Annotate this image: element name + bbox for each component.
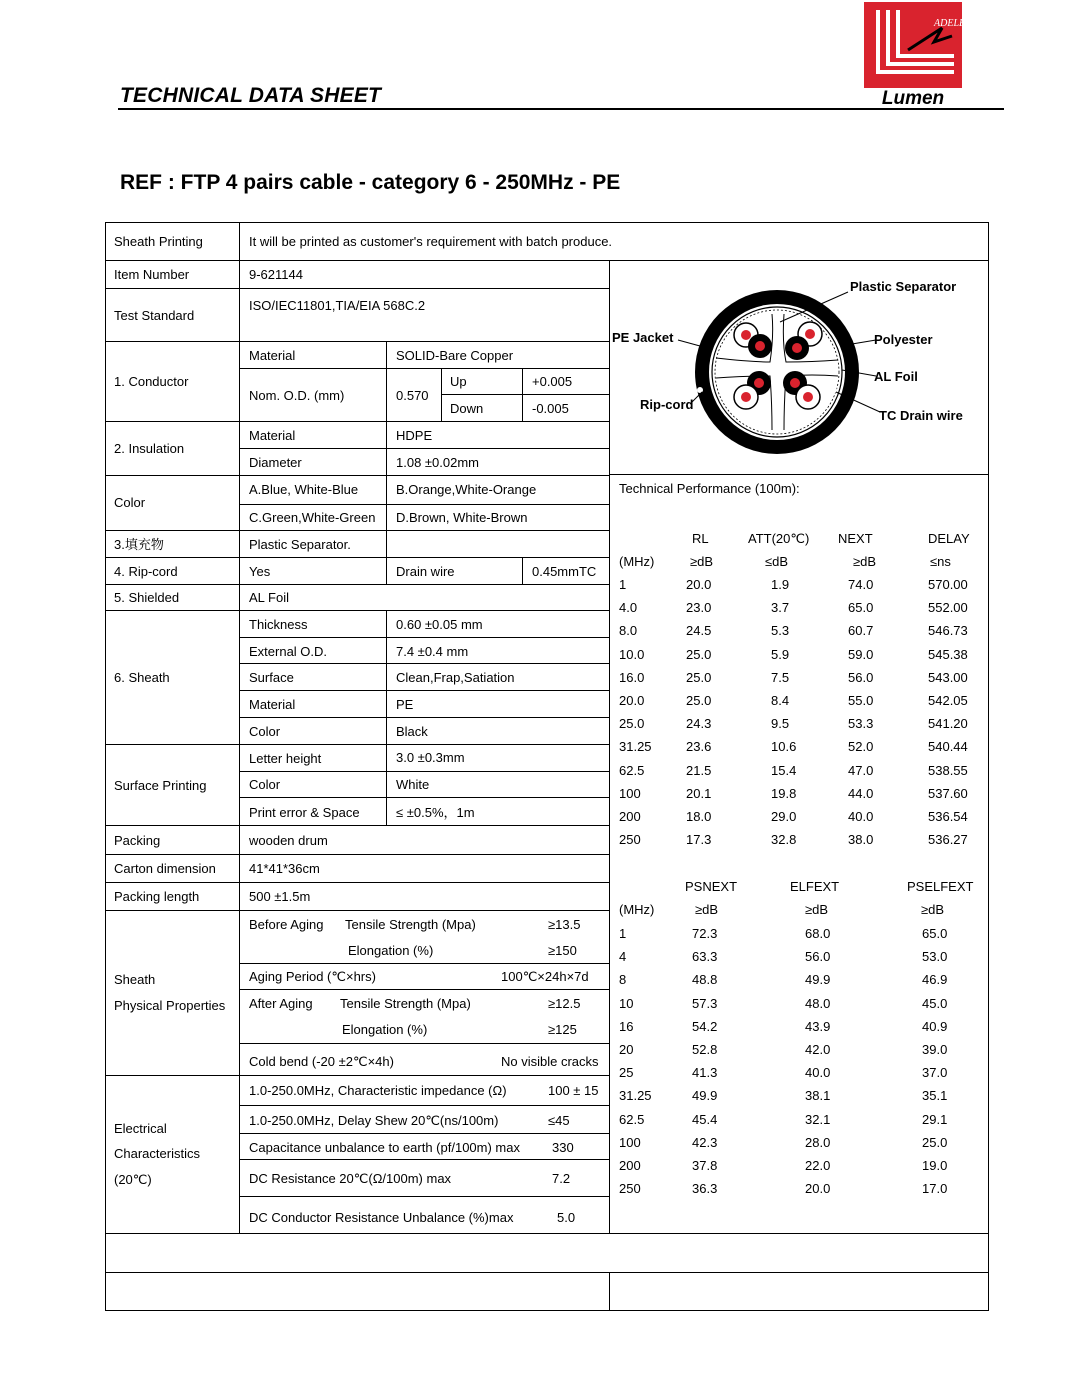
perf2-cell: 63.3 <box>692 949 718 965</box>
perf2-unit-psnext: ≥dB <box>695 902 719 917</box>
perf2-cell: 17.0 <box>922 1181 948 1197</box>
drain-wire-value: 0.45mmTC <box>532 564 597 579</box>
drain-wire-label: Drain wire <box>396 564 455 579</box>
perf-unit-att: ≤dB <box>765 554 789 569</box>
perf2-cell: 40.9 <box>922 1018 948 1034</box>
perf-cell: 17.3 <box>686 832 712 848</box>
value-carton: 41*41*36cm <box>249 861 320 876</box>
label-sheath-phys-2: Physical Properties <box>114 998 226 1013</box>
perf2-cell: 8 <box>619 972 627 988</box>
color-pair-a: A.Blue, White-Blue <box>249 482 359 497</box>
perf2-cell: 4 <box>619 949 627 965</box>
perf-cell: 20.1 <box>686 785 712 801</box>
perf2-cell: 10 <box>619 995 634 1011</box>
elongation-before-value: ≥150 <box>548 943 577 958</box>
label-insulation: 2. Insulation <box>114 441 185 456</box>
perf-cell: 8.4 <box>771 693 790 708</box>
perf-cell: 541.20 <box>928 716 968 732</box>
perf-cell: 15.4 <box>771 762 797 778</box>
value-filler: Plastic Separator. <box>249 537 351 552</box>
value-test-standard: ISO/IEC11801,TIA/EIA 568C.2 <box>249 298 426 313</box>
conductor-up-value: +0.005 <box>532 374 573 389</box>
svg-text:Lumen: Lumen <box>881 88 945 109</box>
perf-cell: 25.0 <box>686 669 712 685</box>
perf-cell: 250 <box>619 832 641 848</box>
perf-cell: 5.9 <box>771 646 790 662</box>
sheath-material-label: Material <box>249 697 296 712</box>
perf-cell: 25.0 <box>619 716 645 732</box>
label-ripcord: 4. Rip-cord <box>114 564 178 579</box>
perf-cell: 44.0 <box>848 785 874 801</box>
before-aging-label: Before Aging <box>249 917 324 932</box>
header-rule <box>118 108 1004 110</box>
perf-cell: 40.0 <box>848 809 874 824</box>
perf-cell: 1 <box>619 577 627 592</box>
insulation-diameter-value: 1.08 ±0.02mm <box>396 455 480 470</box>
perf-cell: 536.54 <box>928 809 968 824</box>
perf-cell: 19.8 <box>771 785 797 801</box>
sheath-material-value: PE <box>396 697 414 712</box>
perf2-cell: 100 <box>619 1134 641 1150</box>
delay-skew-label: 1.0-250.0MHz, Delay Shew 20℃(ns/100m) <box>249 1113 499 1128</box>
perf2-cell: 49.9 <box>805 972 831 988</box>
letter-height-label: Letter height <box>249 751 322 766</box>
perf-cell: 56.0 <box>848 669 874 685</box>
perf-cell: 29.0 <box>771 809 797 824</box>
label-polyester: Polyester <box>874 332 933 347</box>
perf-cell: 18.0 <box>686 809 712 824</box>
print-color-label: Color <box>249 777 281 792</box>
perf-cell: 21.5 <box>686 762 712 778</box>
value-packing: wooden drum <box>249 833 328 848</box>
sheath-surface-label: Surface <box>249 670 294 685</box>
label-packing-length: Packing length <box>114 889 200 904</box>
value-sheath-printing: It will be printed as customer's requirement with batch produce. <box>249 234 613 249</box>
perf-header-att: ATT(20℃) <box>748 531 810 546</box>
perf2-cell: 42.3 <box>692 1134 718 1150</box>
perf-cell: 32.8 <box>771 832 797 848</box>
perf-cell: 10.0 <box>619 646 645 662</box>
letter-height-value: 3.0 ±0.3mm <box>396 750 465 765</box>
perf-cell: 100 <box>619 785 641 801</box>
perf-cell: 552.00 <box>928 600 968 616</box>
perf2-cell: 20 <box>619 1042 634 1057</box>
perf2-cell: 36.3 <box>692 1181 718 1197</box>
perf2-cell: 32.1 <box>805 1111 831 1127</box>
perf2-cell: 45.0 <box>922 995 948 1011</box>
perf2-cell: 62.5 <box>619 1111 645 1127</box>
dc-resistance-value: 7.2 <box>552 1171 571 1186</box>
perf-cell: 5.3 <box>771 623 790 639</box>
insulation-diameter-label: Diameter <box>249 455 302 470</box>
perf2-cell: 31.25 <box>619 1088 652 1104</box>
insulation-material-value: HDPE <box>396 428 433 443</box>
perf-cell: 62.5 <box>619 762 645 778</box>
perf-cell: 20.0 <box>619 693 645 708</box>
svg-text:ADELEQ: ADELEQ <box>934 18 973 29</box>
sheath-od-label: External O.D. <box>249 644 328 659</box>
tensile-after-value: ≥12.5 <box>548 996 581 1011</box>
label-pe-jacket: PE Jacket <box>612 330 674 345</box>
perf-cell: 24.3 <box>686 716 712 732</box>
perf-cell: 545.38 <box>928 646 968 662</box>
perf-cell: 25.0 <box>686 646 712 662</box>
perf-cell: 10.6 <box>771 739 797 755</box>
conductor-down-value: -0.005 <box>532 401 569 416</box>
perf-cell: 200 <box>619 809 641 824</box>
perf-unit-delay: ≤ns <box>930 554 951 569</box>
sheath-thickness-value: 0.60 ±0.05 mm <box>396 617 483 632</box>
company-logo <box>864 2 973 109</box>
perf2-cell: 57.3 <box>692 995 718 1011</box>
perf2-cell: 22.0 <box>805 1158 831 1173</box>
color-pair-c: C.Green,White-Green <box>249 510 376 525</box>
value-item-number: 9-621144 <box>249 267 303 282</box>
perf-cell: 23.6 <box>686 739 712 755</box>
perf-header-next: NEXT <box>838 531 873 546</box>
perf-cell: 7.5 <box>771 669 790 685</box>
perf2-cell: 56.0 <box>805 949 831 965</box>
perf-cell: 540.44 <box>928 739 968 755</box>
dc-unbalance-label: DC Conductor Resistance Unbalance (%)max <box>249 1210 514 1225</box>
print-error-label: Print error & Space <box>249 805 360 820</box>
perf2-cell: 48.0 <box>805 995 831 1011</box>
dc-resistance-label: DC Resistance 20℃(Ω/100m) max <box>249 1171 452 1186</box>
perf2-unit-elfext: ≥dB <box>805 902 829 917</box>
perf-cell: 538.55 <box>928 762 968 778</box>
label-rip-cord: Rip-cord <box>640 397 694 412</box>
print-error-value: ≤ ±0.5%，1m <box>396 805 475 820</box>
perf-header-delay: DELAY <box>928 531 970 546</box>
conductor-down-label: Down <box>450 401 484 416</box>
perf2-cell: 48.8 <box>692 972 718 988</box>
label-tc-drain-wire: TC Drain wire <box>879 408 963 423</box>
label-sheath: 6. Sheath <box>114 670 170 685</box>
elongation-after-value: ≥125 <box>548 1022 577 1037</box>
perf-cell: 60.7 <box>848 623 874 639</box>
label-item-number: Item Number <box>114 267 190 282</box>
perf2-unit-mhz: (MHz) <box>619 902 655 917</box>
conductor-up-label: Up <box>450 374 467 389</box>
label-al-foil: AL Foil <box>874 369 918 384</box>
perf-cell: 8.0 <box>619 623 638 639</box>
label-plastic-separator: Plastic Separator <box>850 279 957 294</box>
perf-cell: 536.27 <box>928 832 968 848</box>
perf-cell: 9.5 <box>771 716 790 732</box>
perf-cell: 38.0 <box>848 832 874 848</box>
perf2-unit-pselfext: ≥dB <box>921 902 945 917</box>
conductor-material-value: SOLID-Bare Copper <box>396 348 514 363</box>
perf-cell: 543.00 <box>928 669 968 685</box>
label-color: Color <box>114 495 146 510</box>
perf2-cell: 53.0 <box>922 949 948 965</box>
perf2-cell: 1 <box>619 926 627 941</box>
sheath-thickness-label: Thickness <box>249 617 308 632</box>
perf2-cell: 37.8 <box>692 1158 718 1173</box>
label-conductor: 1. Conductor <box>114 374 189 389</box>
conductor-od-value: 0.570 <box>396 388 429 403</box>
perf2-cell: 25.0 <box>922 1134 948 1150</box>
sheath-color-value: Black <box>396 724 428 739</box>
tensile-before-label: Tensile Strength (Mpa) <box>345 917 476 932</box>
dc-unbalance-value: 5.0 <box>557 1210 576 1225</box>
cold-bend-label: Cold bend (-20 ±2℃×4h) <box>249 1054 394 1069</box>
perf-cell: 24.5 <box>686 623 712 639</box>
perf2-header-psnext: PSNEXT <box>685 879 738 894</box>
value-packing-length: 500 ±1.5m <box>249 889 311 904</box>
perf2-cell: 39.0 <box>922 1042 948 1057</box>
perf-unit-next: ≥dB <box>853 554 877 569</box>
perf-cell: 52.0 <box>848 739 874 755</box>
label-sheath-printing: Sheath Printing <box>114 234 203 249</box>
perf2-cell: 52.8 <box>692 1042 718 1057</box>
perf-title: Technical Performance (100m): <box>619 481 800 496</box>
capacitance-value: 330 <box>552 1140 574 1155</box>
label-electrical-1: Electrical <box>114 1121 167 1136</box>
conductor-od-label: Nom. O.D. (mm) <box>249 388 345 403</box>
aging-period-label: Aging Period (℃×hrs) <box>249 969 376 984</box>
color-pair-d: D.Brown, White-Brown <box>396 510 528 525</box>
cold-bend-value: No visible cracks <box>501 1054 599 1069</box>
delay-skew-value: ≤45 <box>548 1113 570 1128</box>
perf-cell: 31.25 <box>619 739 652 755</box>
reference-title: REF : FTP 4 pairs cable - category 6 - 250MHz - PE <box>120 171 621 194</box>
perf-cell: 20.0 <box>686 577 712 592</box>
sheath-od-value: 7.4 ±0.4 mm <box>396 644 469 659</box>
label-packing: Packing <box>114 833 161 848</box>
impedance-value: 100 ± 15 <box>548 1083 599 1098</box>
perf2-header-pselfext: PSELFEXT <box>907 879 974 894</box>
label-carton: Carton dimension <box>114 861 216 876</box>
label-electrical-2: Characteristics <box>114 1146 200 1161</box>
tensile-before-value: ≥13.5 <box>548 917 581 932</box>
perf2-cell: 250 <box>619 1181 641 1197</box>
perf-cell: 74.0 <box>848 577 874 592</box>
perf2-cell: 19.0 <box>922 1158 948 1173</box>
sheath-surface-value: Clean,Frap,Satiation <box>396 670 515 685</box>
perf-cell: 546.73 <box>928 623 968 639</box>
perf2-cell: 25 <box>619 1065 634 1081</box>
perf-cell: 4.0 <box>619 600 638 616</box>
perf2-header-elfext: ELFEXT <box>790 879 840 894</box>
perf-header-rl: RL <box>692 531 709 546</box>
perf2-cell: 35.1 <box>922 1088 948 1104</box>
perf-cell: 542.05 <box>928 693 968 708</box>
value-ripcord: Yes <box>249 564 271 579</box>
perf-cell: 1.9 <box>771 577 790 592</box>
perf-cell: 65.0 <box>848 600 874 616</box>
elongation-after-label: Elongation (%) <box>342 1022 428 1037</box>
perf2-cell: 54.2 <box>692 1018 718 1034</box>
tensile-after-label: Tensile Strength (Mpa) <box>340 996 471 1011</box>
perf-unit-mhz: (MHz) <box>619 554 655 569</box>
label-shielded: 5. Shielded <box>114 590 180 605</box>
perf2-cell: 46.9 <box>922 972 948 988</box>
sheath-color-label: Color <box>249 724 281 739</box>
perf2-cell: 43.9 <box>805 1018 831 1034</box>
label-filler: 3.填充物 <box>114 537 164 552</box>
perf-cell: 53.3 <box>848 716 874 732</box>
impedance-label: 1.0-250.0MHz, Characteristic impedance (Ω) <box>249 1083 507 1098</box>
perf-cell: 3.7 <box>771 600 790 616</box>
perf2-cell: 200 <box>619 1158 641 1173</box>
perf2-cell: 16 <box>619 1018 634 1034</box>
value-shielded: AL Foil <box>249 590 289 605</box>
perf-cell: 537.60 <box>928 785 968 801</box>
perf-cell: 25.0 <box>686 693 712 708</box>
print-color-value: White <box>396 777 430 792</box>
perf-cell: 16.0 <box>619 669 645 685</box>
perf2-cell: 40.0 <box>805 1065 831 1081</box>
after-aging-label: After Aging <box>249 996 313 1011</box>
perf2-cell: 49.9 <box>692 1088 718 1104</box>
perf2-cell: 45.4 <box>692 1111 718 1127</box>
label-electrical-3: (20℃) <box>114 1172 152 1187</box>
perf2-cell: 72.3 <box>692 926 718 941</box>
aging-period-value: 100℃×24h×7d <box>501 969 589 984</box>
perf2-cell: 28.0 <box>805 1134 831 1150</box>
capacitance-label: Capacitance unbalance to earth (pf/100m) max <box>249 1140 520 1155</box>
perf2-cell: 41.3 <box>692 1065 718 1081</box>
document-title: TECHNICAL DATA SHEET <box>120 84 382 107</box>
color-pair-b: B.Orange,White-Orange <box>396 482 537 497</box>
perf-cell: 59.0 <box>848 646 874 662</box>
perf-cell: 55.0 <box>848 693 874 708</box>
perf-unit-rl: ≥dB <box>690 554 714 569</box>
perf2-cell: 29.1 <box>922 1111 948 1127</box>
perf-cell: 23.0 <box>686 600 712 616</box>
perf2-cell: 20.0 <box>805 1181 831 1197</box>
perf2-cell: 37.0 <box>922 1065 948 1081</box>
perf2-cell: 68.0 <box>805 926 831 941</box>
perf-cell: 47.0 <box>848 762 874 778</box>
label-surface-printing: Surface Printing <box>114 778 207 793</box>
insulation-material-label: Material <box>249 428 296 443</box>
conductor-material-label: Material <box>249 348 296 363</box>
perf2-cell: 38.1 <box>805 1088 831 1104</box>
perf-cell: 570.00 <box>928 577 968 592</box>
label-sheath-phys-1: Sheath <box>114 972 156 987</box>
label-test-standard: Test Standard <box>114 308 195 323</box>
elongation-before-label: Elongation (%) <box>348 943 434 958</box>
perf2-cell: 65.0 <box>922 926 948 941</box>
perf2-cell: 42.0 <box>805 1042 831 1057</box>
